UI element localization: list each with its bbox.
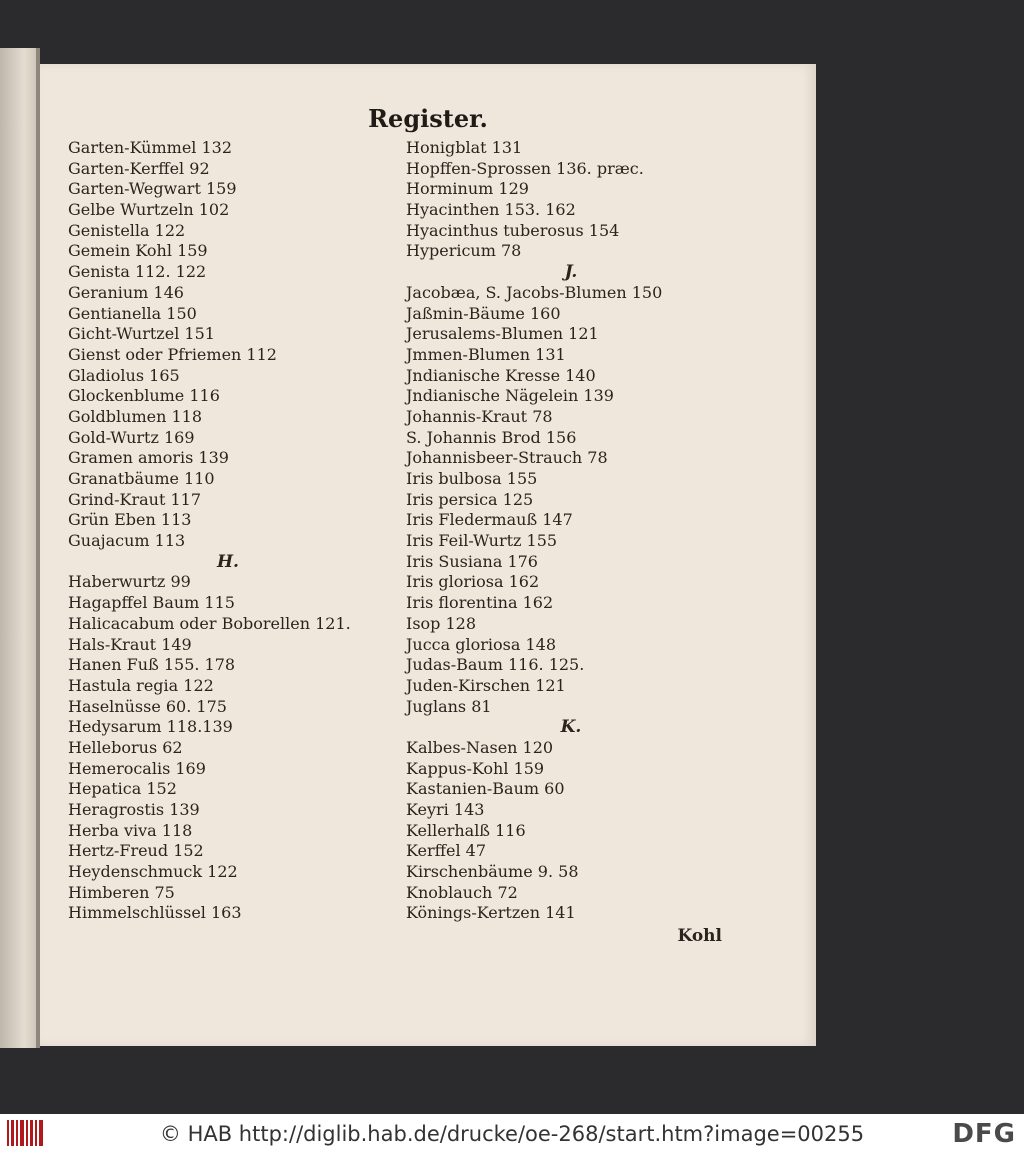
index-entry: Johannisbeer-Strauch 78 <box>406 448 608 468</box>
index-entry: Kellerhalß 116 <box>406 820 526 840</box>
index-letter-heading: J. <box>564 262 578 283</box>
index-entry: Iris Fledermauß 147 <box>406 510 573 530</box>
index-entry: Gramen amoris 139 <box>68 448 229 468</box>
index-entry: Garten-Kümmel 132 <box>68 138 233 157</box>
index-column-right <box>406 138 736 924</box>
index-entry: Juglans 81 <box>406 696 492 716</box>
index-entry: Haselnüsse 60. 175 <box>68 696 227 716</box>
index-entry: Haberwurtz 99 <box>68 572 191 592</box>
index-entry: Jaßmin-Bäume 160 <box>406 303 561 323</box>
dfg-logo: DFG <box>952 1119 1016 1149</box>
footer-permalink[interactable]: © HAB http://diglib.hab.de/drucke/oe-268/start.htm?image=00255 <box>159 1122 865 1146</box>
index-entry: Hyacinthen 153. 162 <box>406 200 576 220</box>
index-entry: Jacobæa, S. Jacobs-Blumen 150 <box>406 282 663 302</box>
index-entry: Hypericum 78 <box>406 241 522 261</box>
index-entry: Halicacabum oder Boborellen 121. <box>68 613 351 633</box>
index-entry: Kalbes-Nasen 120 <box>406 737 554 757</box>
index-entry: Goldblumen 118 <box>68 406 203 426</box>
index-entry: Herba viva 118 <box>68 820 193 840</box>
index-entry: Himmelschlüssel 163 <box>68 903 242 923</box>
index-entry: Geranium 146 <box>68 282 184 302</box>
index-entry: Gelbe Wurtzeln 102 <box>68 200 230 220</box>
index-entry: Hagapffel Baum 115 <box>68 593 235 613</box>
index-entry: Iris persica 125 <box>406 489 534 509</box>
index-entry: Gicht-Wurtzel 151 <box>68 324 215 344</box>
index-entry: Keyri 143 <box>406 800 485 819</box>
index-entry: Jndianische Nägelein 139 <box>406 386 614 406</box>
index-entry: Iris Susiana 176 <box>406 551 538 571</box>
index-entry: Iris florentina 162 <box>406 593 554 613</box>
index-entry: Kappus-Kohl 159 <box>406 758 545 778</box>
index-entry: Heydenschmuck 122 <box>68 862 238 882</box>
index-entry: Gold-Wurtz 169 <box>68 427 195 447</box>
index-entry: Gienst oder Pfriemen 112 <box>68 344 277 364</box>
index-entry: Iris gloriosa 162 <box>406 572 540 592</box>
index-entry: Jerusalems-Blumen 121 <box>406 324 599 344</box>
index-entry: Hepatica 152 <box>68 779 177 799</box>
index-entry: Johannis-Kraut 78 <box>406 406 553 426</box>
index-entry: Jndianische Kresse 140 <box>406 365 596 385</box>
index-entry: Isop 128 <box>406 613 477 633</box>
index-entry: Gemein Kohl 159 <box>68 241 208 261</box>
footer-bar <box>0 1114 1024 1152</box>
index-entry: Grün Eben 113 <box>68 510 192 530</box>
index-entry: Juden-Kirschen 121 <box>406 675 566 695</box>
index-entry: Glockenblume 116 <box>68 386 220 406</box>
index-entry: Genista 112. 122 <box>68 262 207 282</box>
index-entry: Kirschenbäume 9. 58 <box>406 862 579 882</box>
book-page <box>40 64 816 1046</box>
index-entry: Hedysarum 118.139 <box>68 717 233 737</box>
index-entry: Genistella 122 <box>68 220 186 240</box>
index-entry: Gentianella 150 <box>68 303 197 323</box>
index-entry: Iris bulbosa 155 <box>406 469 538 488</box>
index-entry: Hertz-Freud 152 <box>68 841 204 861</box>
index-entry: Hyacinthus tuberosus 154 <box>406 220 620 240</box>
index-entry: Himberen 75 <box>68 882 175 902</box>
index-entry: Knoblauch 72 <box>406 882 518 902</box>
index-entry: Garten-Wegwart 159 <box>68 179 237 199</box>
index-entry: Jmmen-Blumen 131 <box>406 344 566 364</box>
index-entry: Hemerocalis 169 <box>68 758 206 778</box>
index-entry: Honigblat 131 <box>406 138 523 157</box>
index-entry: Kerffel 47 <box>406 841 487 861</box>
adjacent-page-edge <box>0 48 40 1048</box>
index-entry: Heragrostis 139 <box>68 800 200 819</box>
catchword: Kohl <box>677 926 722 946</box>
index-entry: Iris Feil-Wurtz 155 <box>406 531 558 551</box>
index-entry: Hopffen-Sprossen 136. præc. <box>406 158 644 178</box>
index-letter-heading: K. <box>560 717 582 738</box>
index-entry: Horminum 129 <box>406 179 529 199</box>
index-entry: S. Johannis Brod 156 <box>406 427 577 447</box>
index-entry: Könings-Kertzen 141 <box>406 903 576 923</box>
index-entry: Kastanien-Baum 60 <box>406 779 565 799</box>
index-entry: Guajacum 113 <box>68 531 186 551</box>
index-entry: Judas-Baum 116. 125. <box>406 655 585 675</box>
index-letter-heading: H. <box>217 551 239 572</box>
index-column-left <box>68 138 388 924</box>
index-entry: Jucca gloriosa 148 <box>406 634 557 654</box>
index-entry: Hals-Kraut 149 <box>68 634 192 654</box>
index-entry: Hastula regia 122 <box>68 675 214 695</box>
index-entry: Hanen Fuß 155. 178 <box>68 655 236 675</box>
index-entry: Garten-Kerffel 92 <box>68 158 210 178</box>
index-entry: Granatbäume 110 <box>68 469 215 488</box>
index-entry: Gladiolus 165 <box>68 365 180 385</box>
page-title: Register. <box>368 104 488 133</box>
index-entry: Grind-Kraut 117 <box>68 489 201 509</box>
index-entry: Helleborus 62 <box>68 737 183 757</box>
